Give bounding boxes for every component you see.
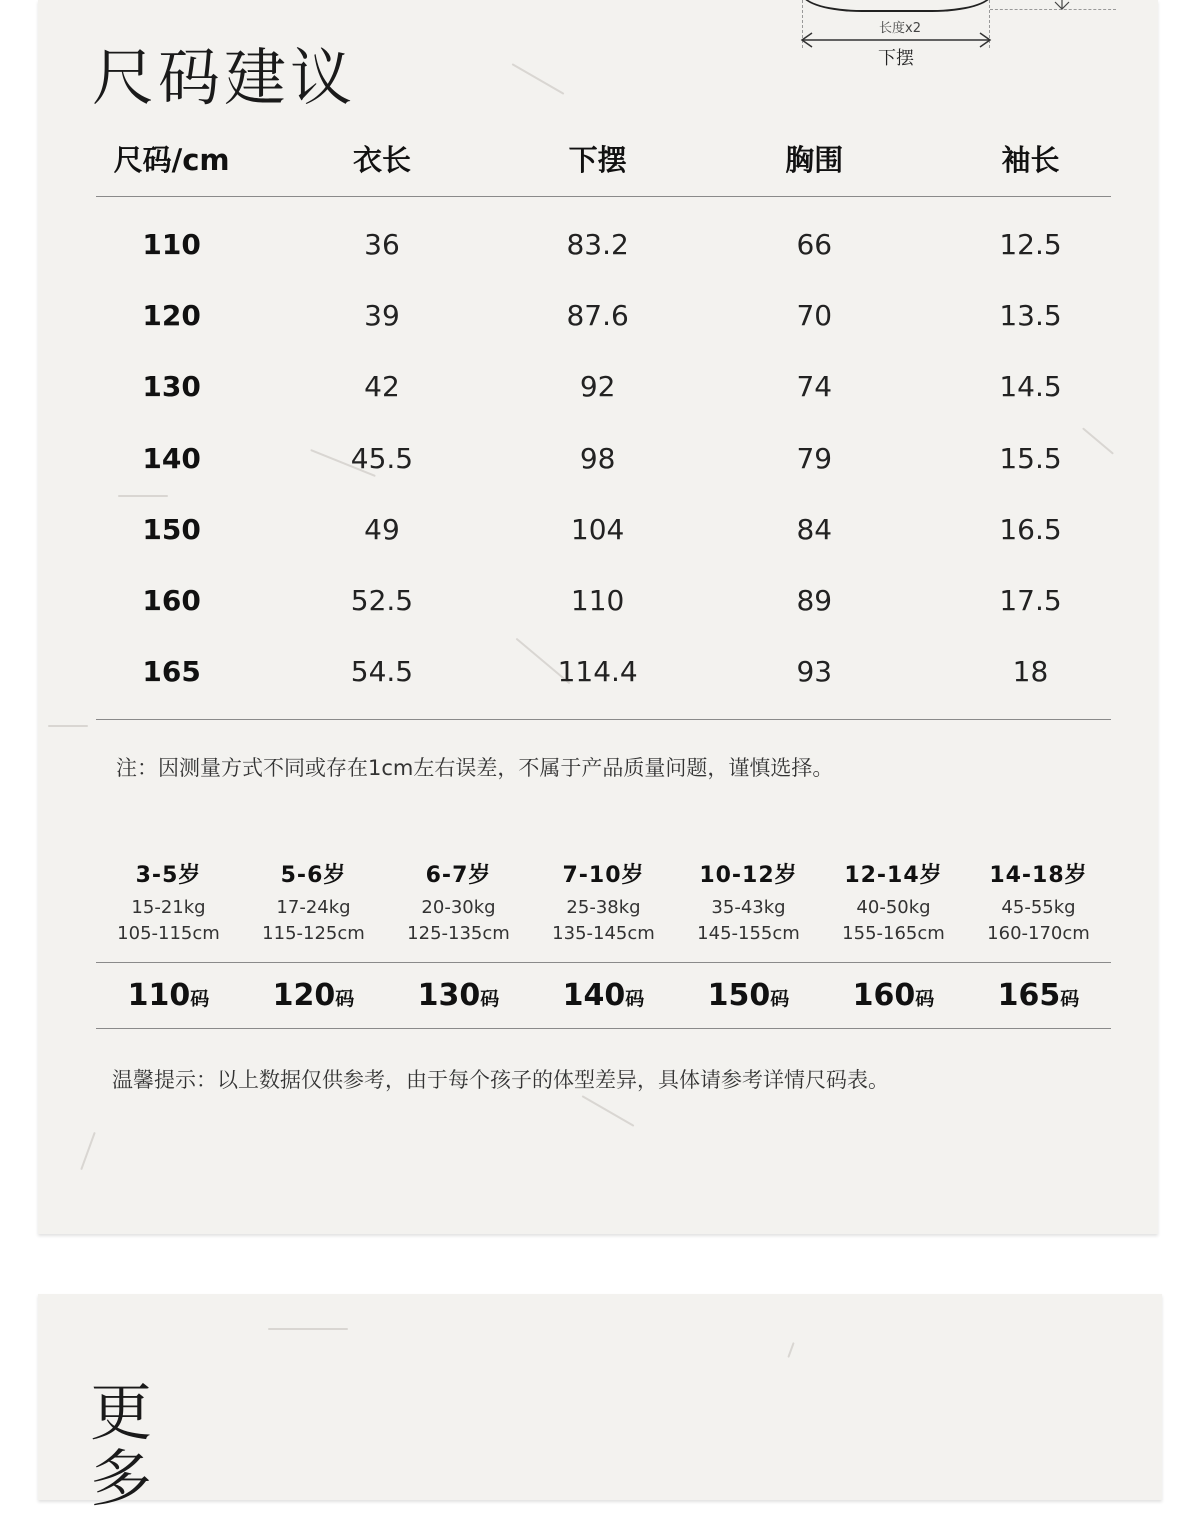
cell-chest: 74 <box>796 370 833 404</box>
cell-hem: 92 <box>579 370 616 404</box>
cell-sleeve: 15.5 <box>999 441 1062 475</box>
size-table <box>96 120 1111 720</box>
size-code <box>821 978 966 1013</box>
cell-hem: 87.6 <box>566 299 629 333</box>
size-code <box>966 978 1111 1013</box>
size-code-number: 165 <box>997 978 1061 1013</box>
measurement-note: 注：因测量方式不同或存在1cm左右误差，不属于产品质量问题，谨慎选择。 <box>116 756 834 780</box>
header-chest: 胸围 <box>785 142 844 177</box>
age-range: 12-14岁 <box>844 863 943 888</box>
size-code <box>386 978 531 1013</box>
header-hem: 下摆 <box>568 142 627 177</box>
arrow-down-icon <box>1052 0 1072 12</box>
table-row <box>96 280 1111 351</box>
cell-length: 52.5 <box>350 584 414 618</box>
header-size: 尺码/cm <box>113 142 230 177</box>
table-row <box>96 423 1111 494</box>
cell-size: 165 <box>142 655 201 689</box>
age-range: 7-10岁 <box>562 863 645 888</box>
table-row <box>96 351 1111 422</box>
age-group <box>241 852 386 962</box>
size-code-number: 160 <box>852 978 916 1013</box>
table-row <box>96 636 1111 707</box>
cell-chest: 93 <box>796 655 833 689</box>
paper-fiber <box>787 1342 794 1358</box>
cell-length: 39 <box>364 299 400 333</box>
height-range: 160-170cm <box>987 923 1090 944</box>
page-title: 尺码建议 <box>92 41 357 114</box>
garment-diagram <box>760 0 1160 75</box>
size-code-number: 120 <box>272 978 336 1013</box>
size-code-unit: 码 <box>480 988 500 1010</box>
size-code-unit: 码 <box>335 988 355 1010</box>
height-range: 125-135cm <box>407 923 510 944</box>
age-group <box>966 852 1111 962</box>
size-code-row <box>96 963 1111 1029</box>
size-code <box>676 978 821 1013</box>
size-table-header <box>96 120 1111 197</box>
cell-size: 110 <box>142 228 201 262</box>
cell-size: 160 <box>142 584 201 618</box>
cell-size: 140 <box>142 441 201 475</box>
weight-range: 35-43kg <box>711 897 786 918</box>
paper-fiber <box>512 63 565 95</box>
cell-chest: 79 <box>796 441 833 475</box>
cell-chest: 66 <box>796 228 833 262</box>
size-code-unit: 码 <box>915 988 935 1010</box>
age-group <box>386 852 531 962</box>
cell-length: 49 <box>364 512 400 546</box>
size-table-body <box>96 197 1111 720</box>
cell-length: 54.5 <box>350 655 414 689</box>
weight-range: 15-21kg <box>131 897 206 918</box>
cell-sleeve: 14.5 <box>999 370 1062 404</box>
age-range: 14-18岁 <box>989 863 1088 888</box>
more-panel <box>38 1294 1162 1500</box>
warm-tip: 温馨提示：以上数据仅供参考，由于每个孩子的体型差异，具体请参考详情尺码表。 <box>112 1068 889 1092</box>
more-title: 更多 <box>90 1376 153 1515</box>
cell-size: 120 <box>142 299 201 333</box>
age-group <box>531 852 676 962</box>
weight-range: 17-24kg <box>276 897 351 918</box>
table-row <box>96 494 1111 565</box>
weight-range: 25-38kg <box>566 897 641 918</box>
age-range: 5-6岁 <box>280 863 347 888</box>
header-length: 衣长 <box>352 142 411 177</box>
hem-label: 下摆 <box>878 48 914 69</box>
cell-length: 42 <box>364 370 400 404</box>
paper-fiber <box>80 1132 96 1170</box>
paper-fiber <box>582 1095 635 1127</box>
hem-curve <box>802 0 992 12</box>
cell-hem: 104 <box>570 512 625 546</box>
cell-chest: 89 <box>796 584 833 618</box>
cell-hem: 114.4 <box>557 655 638 689</box>
age-size-table <box>96 852 1111 1029</box>
age-group <box>676 852 821 962</box>
weight-range: 20-30kg <box>421 897 496 918</box>
table-row <box>96 565 1111 636</box>
weight-range: 45-55kg <box>1001 897 1076 918</box>
age-info-row <box>96 852 1111 963</box>
cell-sleeve: 13.5 <box>999 299 1062 333</box>
age-range: 10-12岁 <box>699 863 798 888</box>
height-range: 105-115cm <box>117 923 220 944</box>
cell-length: 36 <box>364 228 400 262</box>
cell-size: 150 <box>142 512 201 546</box>
cell-chest: 70 <box>796 299 833 333</box>
paper-fiber <box>268 1328 348 1330</box>
table-row <box>96 209 1111 280</box>
height-range: 155-165cm <box>842 923 945 944</box>
size-code-unit: 码 <box>190 988 210 1010</box>
length-label: 长度x2 <box>879 21 921 36</box>
height-range: 135-145cm <box>552 923 655 944</box>
cell-chest: 84 <box>796 512 833 546</box>
cell-hem: 110 <box>570 584 625 618</box>
age-group <box>96 852 241 962</box>
size-code-unit: 码 <box>770 988 790 1010</box>
header-sleeve: 袖长 <box>1001 142 1060 177</box>
size-code-unit: 码 <box>1060 988 1080 1010</box>
age-range: 6-7岁 <box>425 863 492 888</box>
size-code-number: 140 <box>562 978 626 1013</box>
size-code <box>531 978 676 1013</box>
size-code-number: 110 <box>127 978 191 1013</box>
age-group <box>821 852 966 962</box>
size-code-number: 130 <box>417 978 481 1013</box>
cell-sleeve: 17.5 <box>999 584 1062 618</box>
weight-range: 40-50kg <box>856 897 931 918</box>
cell-size: 130 <box>142 370 201 404</box>
cell-sleeve: 16.5 <box>999 512 1062 546</box>
size-code <box>241 978 386 1013</box>
size-code <box>96 978 241 1013</box>
height-range: 115-125cm <box>262 923 365 944</box>
cell-hem: 83.2 <box>566 228 629 262</box>
size-code-unit: 码 <box>625 988 645 1010</box>
cell-length: 45.5 <box>350 441 414 475</box>
height-range: 145-155cm <box>697 923 800 944</box>
cell-sleeve: 12.5 <box>999 228 1062 262</box>
paper-fiber <box>48 725 88 727</box>
cell-hem: 98 <box>579 441 616 475</box>
age-range: 3-5岁 <box>135 863 202 888</box>
cell-sleeve: 18 <box>1012 655 1049 689</box>
size-code-number: 150 <box>707 978 771 1013</box>
